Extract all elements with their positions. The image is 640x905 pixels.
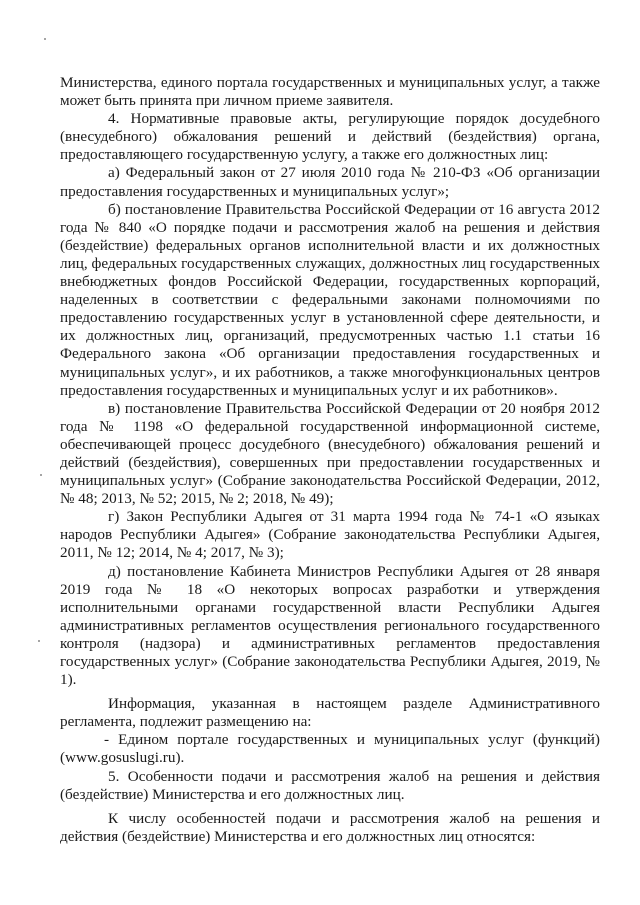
paragraph-item-g: г) Закон Республики Адыгея от 31 марта 1994 года № 74-1 «О языках народов Республики Адыгея» (Собрание законодательства Республики Адыгея, 2011, № 12; 2014, № 4; 2017, № 3);: [60, 508, 600, 562]
paragraph-features: К числу особенностей подачи и рассмотрения жалоб на решения и действия (бездействие) Министерства и его должностных лиц относятся:: [60, 809, 600, 845]
paragraph-continuation: Министерства, единого портала государственных и муниципальных услуг, а также может быть принята при личном приеме заявителя.: [60, 74, 600, 110]
paragraph-item-a: а) Федеральный закон от 27 июля 2010 года № 210-ФЗ «Об организации предоставления государственных и муниципальных услуг»;: [60, 164, 600, 200]
paragraph-item-5: 5. Особенности подачи и рассмотрения жалоб на решения и действия (бездействие) Министерства и его должностных лиц.: [60, 767, 600, 803]
scan-speck: [40, 474, 42, 476]
paragraph-item-4: 4. Нормативные правовые акты, регулирующие порядок досудебного (внесудебного) обжалования решений и действий (бездействия) органа, предоставляющего государственную услугу, а также его должностных лиц:: [60, 110, 600, 164]
paragraph-item-b: б) постановление Правительства Российской Федерации от 16 августа 2012 года № 840 «О порядке подачи и рассмотрения жалоб на решения и действия (бездействие) федеральных органов исполнительной власти и их должностных лиц, федеральных государственных служащих, должностных лиц государственных внебюджетных фондов Российской Федерации, государственных корпораций, наделенных в соответствии с федеральными законами полномочиями по предоставлению государственных услуг в установленной сфере деятельности, и их должностных лиц, организаций, предусмотренных частью 1.1 статьи 16 Федерального закона «Об организации предоставления государственных и муниципальных услуг», и их работников, а также многофункциональных центров предоставления государственных и муниципальных услуг и их работников».: [60, 200, 600, 399]
scan-speck: [38, 640, 40, 642]
paragraph-gosuslugi: - Едином портале государственных и муниципальных услуг (функций) (www.gosuslugi.ru).: [60, 731, 600, 767]
paragraph-info: Информация, указанная в настоящем разделе Административного регламента, подлежит размещению на:: [60, 695, 600, 731]
scan-speck: [44, 38, 46, 40]
paragraph-item-d: д) постановление Кабинета Министров Республики Адыгея от 28 января 2019 года № 18 «О некоторых вопросах разработки и утверждения исполнительными органами государственной власти Республики Адыгея административных регламентов осуществления регионального государственного контроля (надзора) и административных регламентов предоставления государственных услуг» (Собрание законодательства Республики Адыгея, 2019, № 1).: [60, 562, 600, 689]
document-page: [60, 74, 600, 846]
paragraph-item-v: в) постановление Правительства Российской Федерации от 20 ноября 2012 года № 1198 «О федеральной государственной информационной системе, обеспечивающей процесс досудебного (внесудебного) обжалования решений и действий (бездействия), совершенных при предоставлении государственных и муниципальных услуг» (Собрание законодательства Российской Федерации, 2012, № 48; 2013, № 52; 2015, № 2; 2018, № 49);: [60, 399, 600, 508]
